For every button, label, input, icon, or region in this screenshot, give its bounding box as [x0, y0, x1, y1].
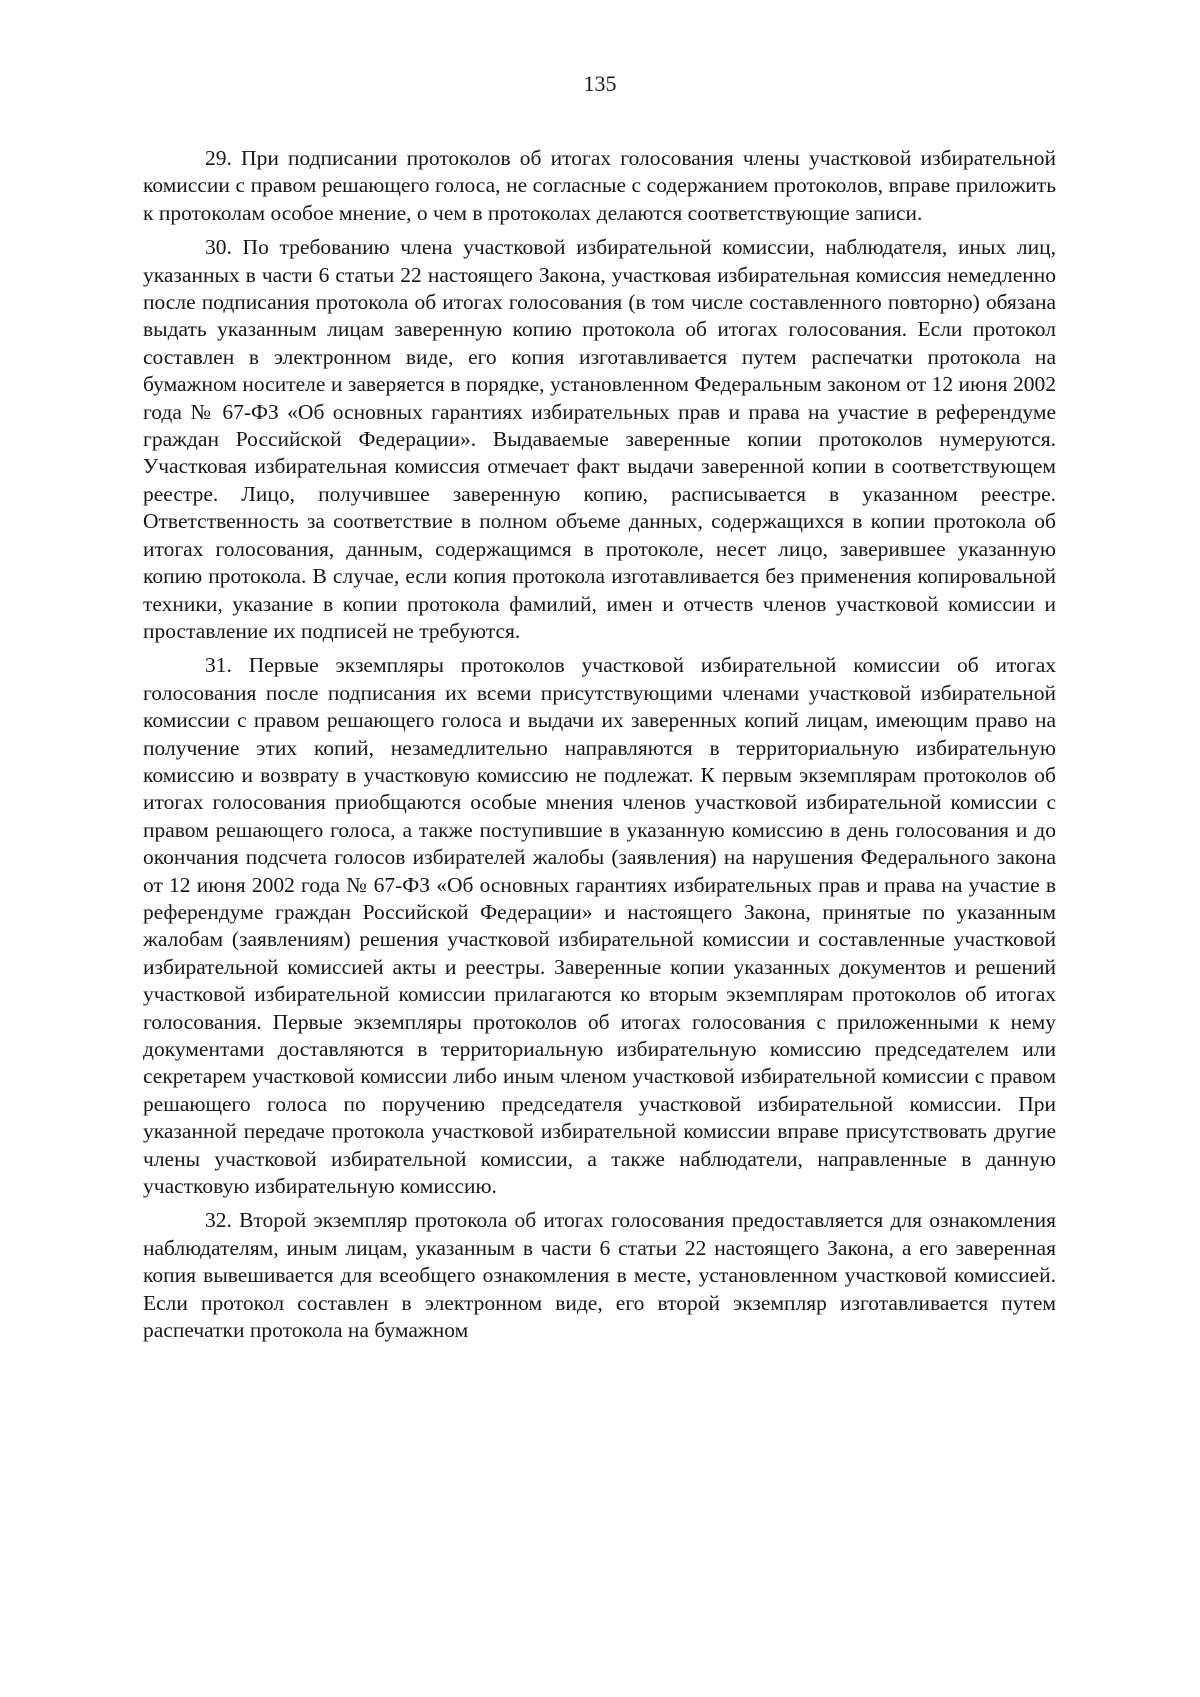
paragraph-29: 29. При подписании протоколов об итогах голосования члены участковой избирательной комиссии с правом решающего голоса, не согласные с содержанием протоколов, вправе приложить к протоколам особое мнение, о чем в протоколах делаются соответствующие записи. — [143, 146, 1056, 225]
paragraph-31: 31. Первые экземпляры протоколов участковой избирательной комиссии об итогах голосования после подписания их всеми присутствующими членами участковой избирательной комиссии с правом решающего голоса и выдачи их заверенных копий лицам, имеющим право на получение этих копий, незамедлительно направляются в территориальную избирательную комиссию и возврату в участковую комиссию не подлежат. К первым экземплярам протоколов об итогах голосования приобщаются особые мнения членов участковой избирательной комиссии с правом решающего голоса, а также поступившие в указанную комиссию в день голосования и до окончания подсчета голосов избирателей жалобы (заявления) на нарушения Федерального закона от 12 июня 2002 года № 67-ФЗ «Об основных гарантиях избирательных прав и права на участие в референдуме граждан Российской Федерации» и настоящего Закона, принятые по указанным жалобам (заявлениям) решения участковой избирательной комиссии и составленные участковой избирательной комиссией акты и реестры. Заверенные копии указанных документов и решений участковой избирательной комиссии прилагаются ко вторым экземплярам протоколов об итогах голосования. Первые экземпляры протоколов об итогах голосования с приложенными к нему документами доставляются в территориальную избирательную комиссию председателем или секретарем участковой комиссии либо иным членом участковой избирательной комиссии с правом решающего голоса по поручению председателя участковой избирательной комиссии. При указанной передаче протокола участковой избирательной комиссии вправе присутствовать другие члены участковой избирательной комиссии, а также наблюдатели, направленные в данную участковую избирательную комиссию. — [143, 653, 1056, 1199]
paragraph-30: 30. По требованию члена участковой избирательной комиссии, наблюдателя, иных лиц, указанных в части 6 статьи 22 настоящего Закона, участковая избирательная комиссия немедленно после подписания протокола об итогах голосования (в том числе составленного повторно) обязана выдать указанным лицам заверенную копию протокола об итогах голосования. Если протокол составлен в электронном виде, его копия изготавливается путем распечатки протокола на бумажном носителе и заверяется в порядке, установленном Федеральным законом от 12 июня 2002 года № 67-ФЗ «Об основных гарантиях избирательных прав и права на участие в референдуме граждан Российской Федерации». Выдаваемые заверенные копии протоколов нумеруются. Участковая избирательная комиссия отмечает факт выдачи заверенной копии в соответствующем реестре. Лицо, получившее заверенную копию, расписывается в указанном реестре. Ответственность за соответствие в полном объеме данных, содержащихся в копии протокола об итогах голосования, данным, содержащимся в протоколе, несет лицо, заверившее указанную копию протокола. В случае, если копия протокола изготавливается без применения копировальной техники, указание в копии протокола фамилий, имен и отчеств членов участковой комиссии и проставление их подписей не требуются. — [143, 235, 1056, 643]
document-body — [143, 145, 1056, 1351]
page-number: 135 — [583, 71, 617, 96]
paragraph-32: 32. Второй экземпляр протокола об итогах голосования предоставляется для ознакомления наблюдателям, иным лицам, указанным в части 6 статьи 22 настоящего Закона, а его заверенная копия вывешивается для всеобщего ознакомления в месте, установленном участковой комиссией. Если протокол составлен в электронном виде, его второй экземпляр изготавливается путем распечатки протокола на бумажном — [143, 1208, 1056, 1343]
